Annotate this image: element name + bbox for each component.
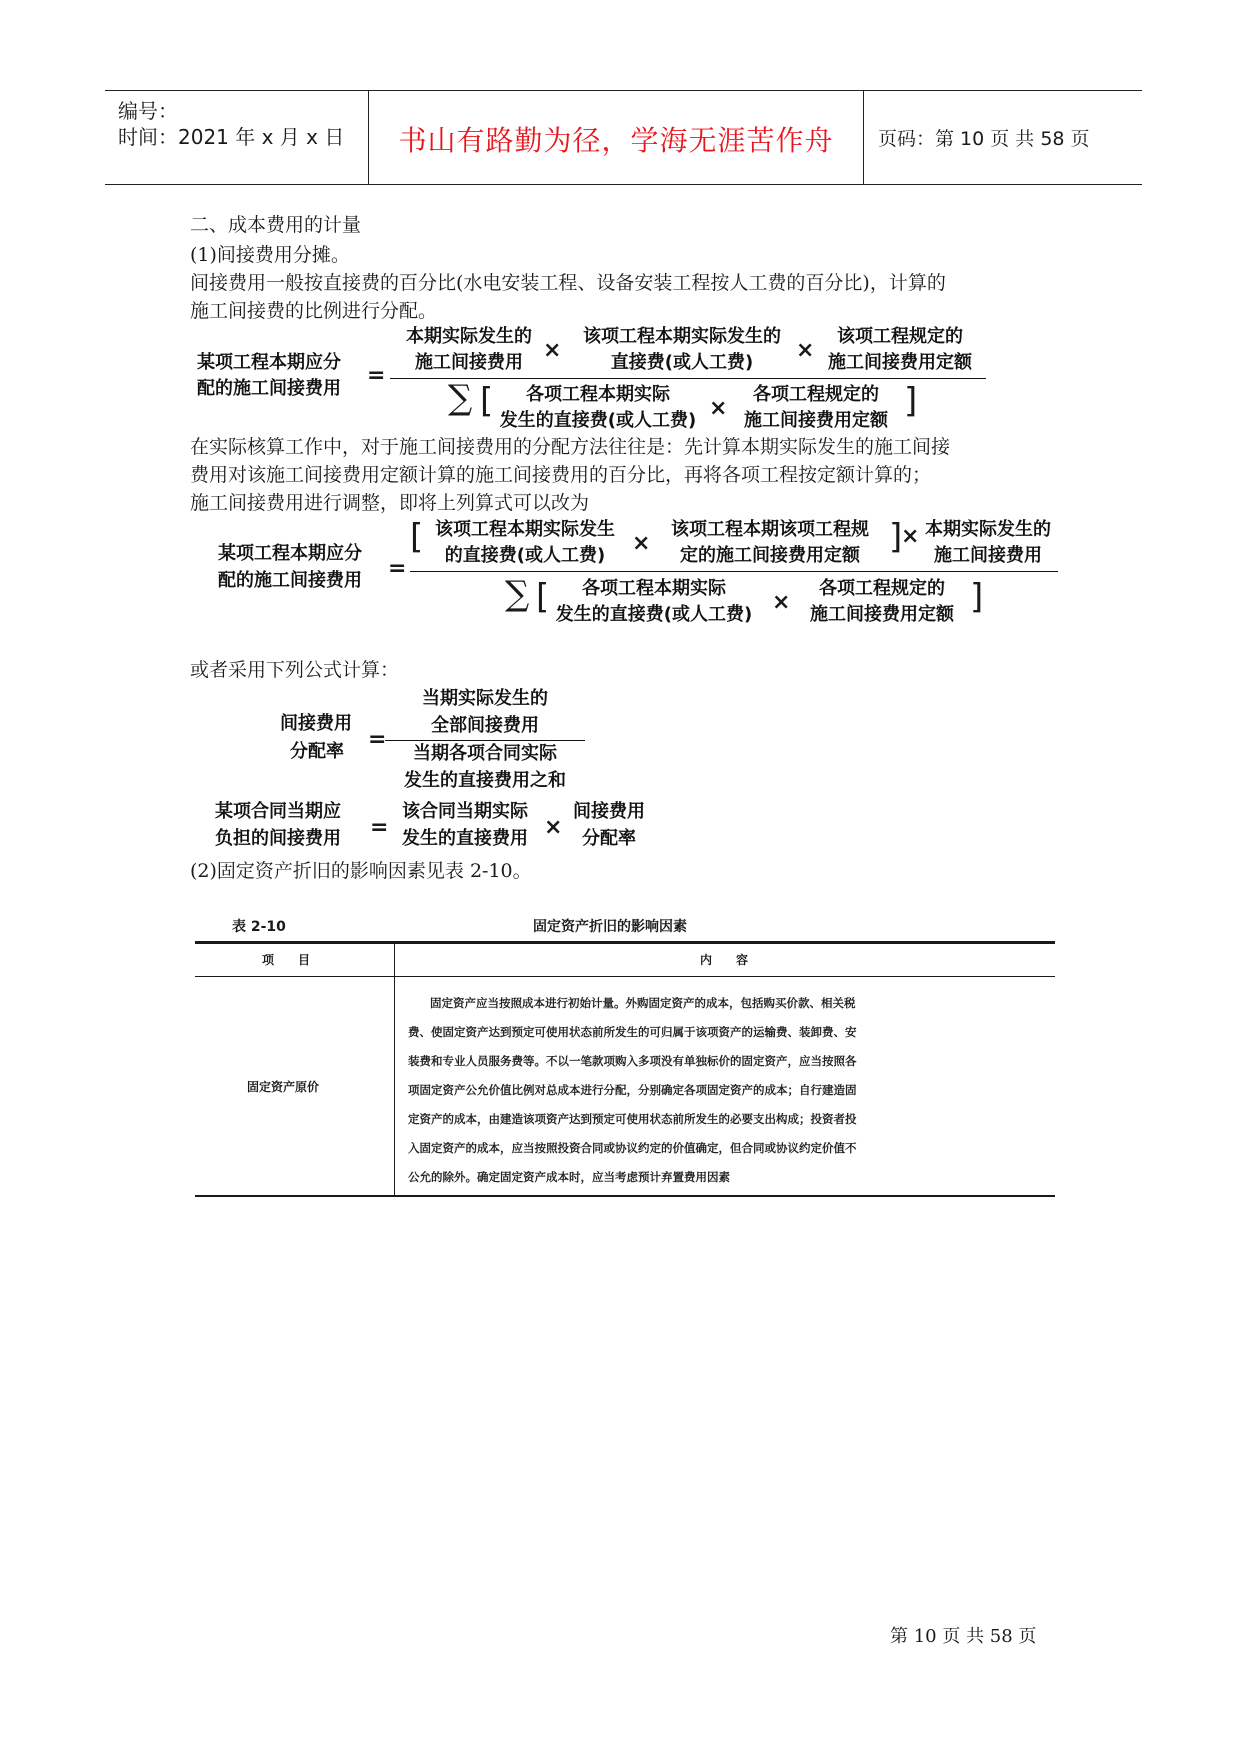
f3-lhs-1: 间接费用 xyxy=(280,713,352,734)
header-motto-cell xyxy=(369,91,864,184)
f4-a-1: 该合同当期实际 xyxy=(402,801,528,822)
page-indicator: 页码：第 10 页 共 58 页 xyxy=(878,128,1090,150)
item2-heading: (2)固定资产折旧的影响因素见表 2-10。 xyxy=(190,860,532,882)
paragraph2-line1: 在实际核算工作中，对于施工间接费用的分配方法往往是：先计算本期实际发生的施工间接 xyxy=(190,436,951,458)
f1-d2-top: 各项工程规定的 xyxy=(753,384,879,405)
f2-lhs-2: 配的施工间接费用 xyxy=(218,570,362,591)
table-top-rule xyxy=(195,941,1055,944)
table-content-line: 固定资产应当按照成本进行初始计量。外购固定资产的成本，包括购买价款、相关税 xyxy=(430,996,856,1010)
f2-times-3: × xyxy=(772,590,791,615)
table-cell-content xyxy=(408,989,1048,1192)
f1-bracket-right: ] xyxy=(904,381,918,421)
f2-n1-top: 该项工程本期实际发生 xyxy=(435,519,615,540)
code-label: 编号： xyxy=(118,99,178,123)
table-label: 表 2-10 xyxy=(232,919,286,935)
f4-b-2: 分配率 xyxy=(582,828,636,849)
item1-heading: (1)间接费用分摊。 xyxy=(190,244,350,266)
f1-d1-top: 各项工程本期实际 xyxy=(526,384,670,405)
f4-lhs-1: 某项合同当期应 xyxy=(215,801,341,822)
paragraph3: 或者采用下列公式计算： xyxy=(190,659,400,681)
f1-times-2: × xyxy=(796,338,815,363)
f1-n2-top: 该项工程本期实际发生的 xyxy=(583,326,781,347)
f1-fraction-bar xyxy=(390,378,986,379)
f1-lhs-2: 配的施工间接费用 xyxy=(197,378,341,399)
paragraph1-line2: 施工间接费的比例进行分配。 xyxy=(190,300,438,322)
f1-times-3: × xyxy=(709,396,728,421)
f1-equals: = xyxy=(367,363,386,388)
f3-den-1: 当期各项合同实际 xyxy=(413,743,557,764)
f4-a-2: 发生的直接费用 xyxy=(402,828,528,849)
f2-lhs-1: 某项工程本期应分 xyxy=(218,543,362,564)
f1-n1-bottom: 施工间接费用 xyxy=(415,352,523,373)
f3-equals: = xyxy=(368,727,387,752)
header-page-cell xyxy=(864,91,1142,184)
f1-n2-bottom: 直接费(或人工费) xyxy=(610,352,754,373)
f1-n3-bottom: 施工间接费用定额 xyxy=(828,352,972,373)
f1-bracket-left: [ xyxy=(480,381,494,421)
table-column-divider xyxy=(394,943,395,1195)
table-content-line: 入固定资产的成本，应当按照投资合同或协议约定的价值确定，但合同或协议约定价值不 xyxy=(408,1141,857,1155)
f4-lhs-2: 负担的间接费用 xyxy=(215,828,341,849)
table-header-content: 内 容 xyxy=(700,953,749,967)
table-bottom-rule xyxy=(195,1195,1055,1197)
f1-n1-top: 本期实际发生的 xyxy=(406,326,532,347)
f3-num-1: 当期实际发生的 xyxy=(422,688,548,709)
table-header-rule xyxy=(195,976,1055,977)
paragraph2-line2: 费用对该施工间接费用定额计算的施工间接费用的百分比，再将各项工程按定额计算的； xyxy=(190,464,932,486)
f2-n2-bottom: 定的施工间接费用定额 xyxy=(680,545,860,566)
f1-n3-top: 该项工程规定的 xyxy=(837,326,963,347)
f2-d2-bottom: 施工间接费用定额 xyxy=(810,604,954,625)
f1-d2-bottom: 施工间接费用定额 xyxy=(744,410,888,431)
table-content-line: 公允的除外。确定固定资产成本时，应当考虑预计弃置费用因素 xyxy=(408,1170,730,1184)
table-title: 固定资产折旧的影响因素 xyxy=(533,919,687,935)
f1-sigma: ∑ xyxy=(448,378,473,418)
f2-equals: = xyxy=(388,556,407,581)
f3-lhs-2: 分配率 xyxy=(290,741,344,762)
time-label: 时间：2021 年 x 月 x 日 xyxy=(118,125,345,149)
f2-n3-bottom: 施工间接费用 xyxy=(934,545,1042,566)
f2-times-1: × xyxy=(632,531,651,556)
f1-times-1: × xyxy=(543,338,562,363)
f4-b-1: 间接费用 xyxy=(573,801,645,822)
f3-den-2: 发生的直接费用之和 xyxy=(404,770,566,791)
f2-bracket-right: ] xyxy=(889,517,903,557)
f2-n1-bottom: 的直接费(或人工费) xyxy=(444,545,606,566)
f1-d1-bottom: 发生的直接费(或人工费) xyxy=(499,410,697,431)
motto: 书山有路勤为径，学海无涯苦作舟 xyxy=(398,124,834,157)
f2-den-bracket-right: ] xyxy=(970,577,984,617)
f2-d2-top: 各项工程规定的 xyxy=(819,578,945,599)
f2-d1-top: 各项工程本期实际 xyxy=(582,578,726,599)
page-footer: 第 10 页 共 58 页 xyxy=(890,1626,1037,1647)
f1-lhs-1: 某项工程本期应分 xyxy=(197,352,341,373)
table-cell-item: 固定资产原价 xyxy=(247,1080,320,1094)
f2-d1-bottom: 发生的直接费(或人工费) xyxy=(555,604,753,625)
table-content-line: 费、使固定资产达到预定可使用状态前所发生的可归属于该项资产的运输费、装卸费、安 xyxy=(408,1025,857,1039)
f3-fraction-bar xyxy=(385,740,585,741)
header-info-cell xyxy=(105,91,369,184)
page-header xyxy=(105,90,1142,185)
f2-times-2: × xyxy=(901,524,920,549)
table-header-item: 项 目 xyxy=(262,953,311,967)
f4-times: × xyxy=(544,815,563,840)
f3-num-2: 全部间接费用 xyxy=(431,715,539,736)
table-content-line: 装费和专业人员服务费等。不以一笔款项购入多项没有单独标价的固定资产，应当按照各 xyxy=(408,1054,857,1068)
f2-fraction-bar xyxy=(410,571,1058,572)
f2-sigma: ∑ xyxy=(505,574,530,614)
paragraph2-line3: 施工间接费用进行调整，即将上列算式可以改为 xyxy=(190,492,590,514)
section-title: 二、成本费用的计量 xyxy=(190,214,362,236)
f2-n2-top: 该项工程本期该项工程规 xyxy=(671,519,869,540)
f2-den-bracket-left: [ xyxy=(536,577,550,617)
paragraph1-line1: 间接费用一般按直接费的百分比(水电安装工程、设备安装工程按人工费的百分比)，计算的 xyxy=(190,272,946,294)
table-content-line: 定资产的成本，由建造该项资产达到预定可使用状态前所发生的必要支出构成；投资者投 xyxy=(408,1112,857,1126)
table-content-line: 项固定资产公允价值比例对总成本进行分配，分别确定各项固定资产的成本；自行建造固 xyxy=(408,1083,857,1097)
f2-bracket-left: [ xyxy=(410,517,424,557)
f2-n3-top: 本期实际发生的 xyxy=(925,519,1051,540)
f4-equals: = xyxy=(370,815,389,840)
